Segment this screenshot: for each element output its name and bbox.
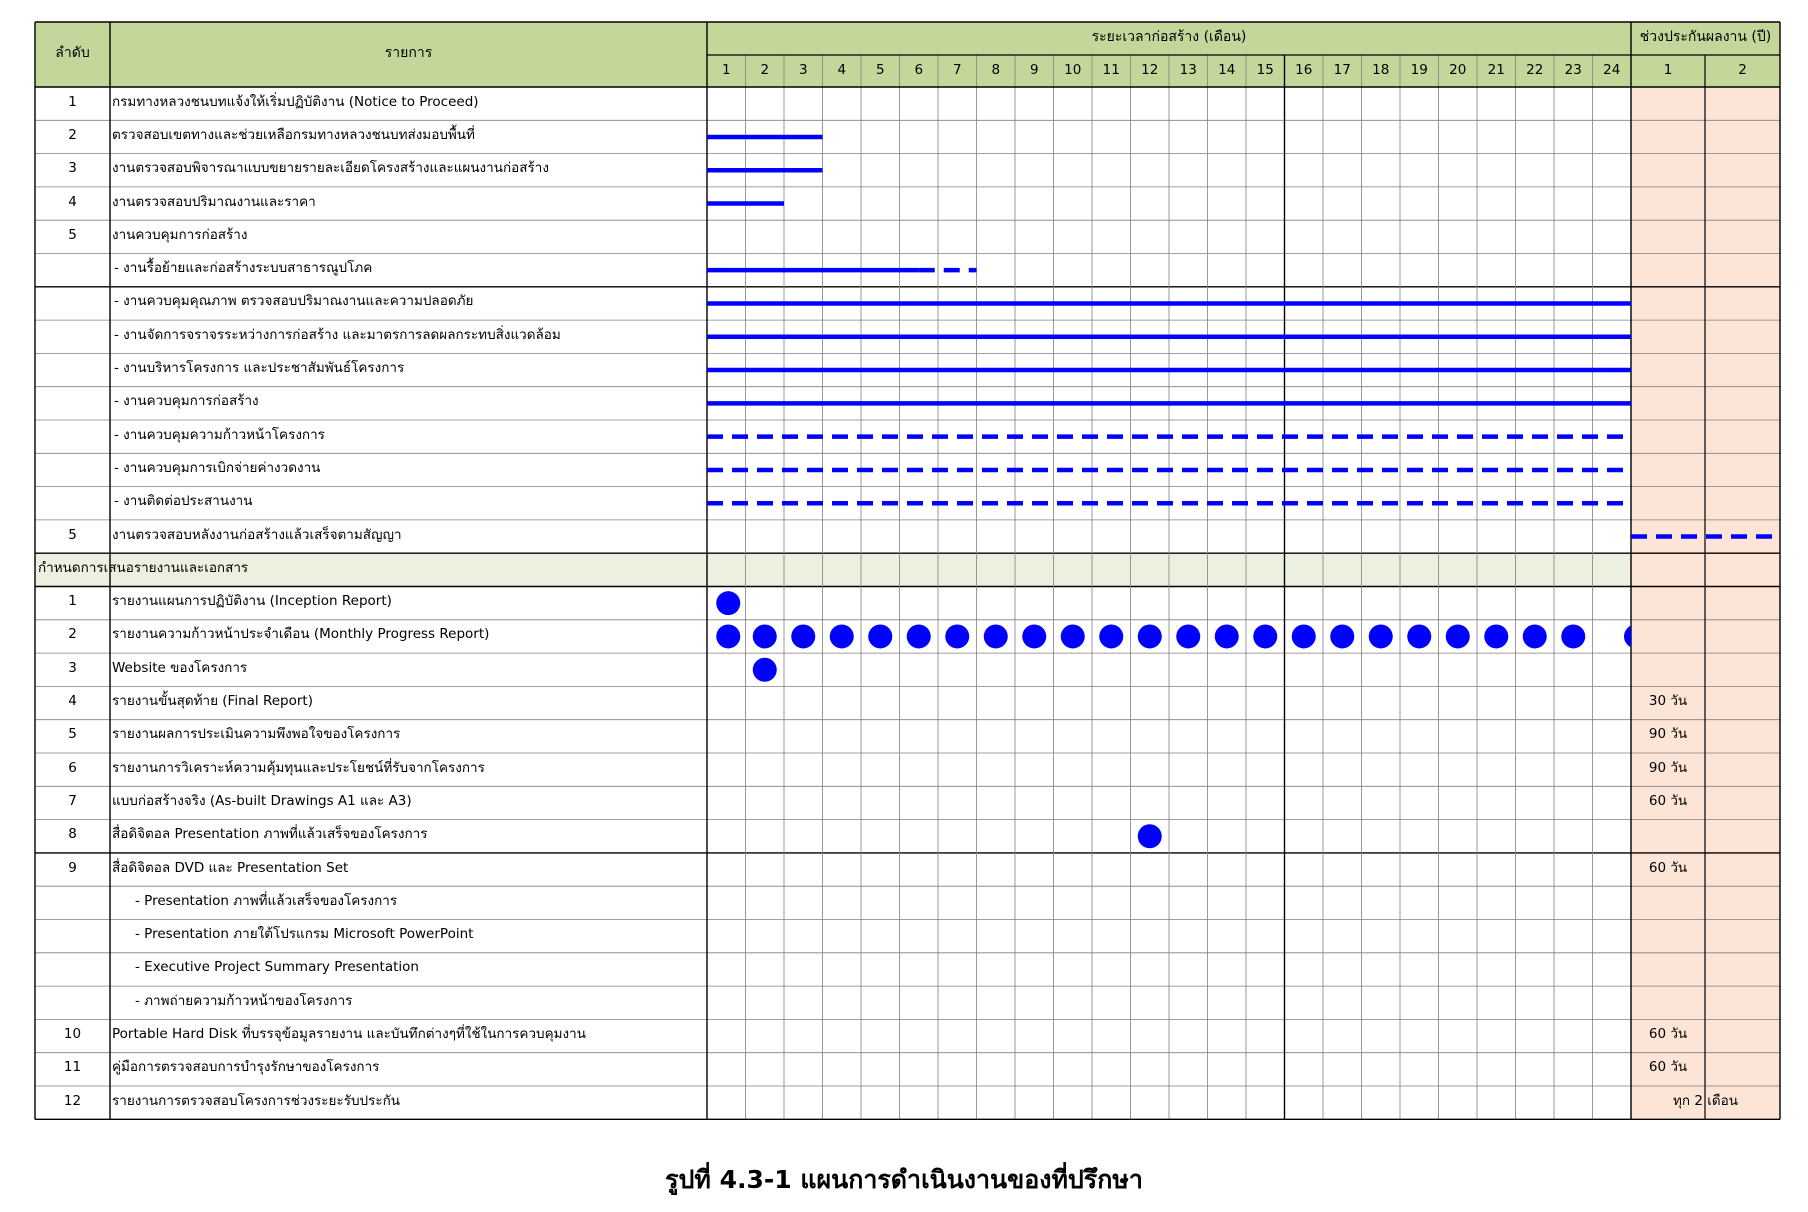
month-label: 11 [1102,62,1120,78]
warranty-year-label: 2 [1738,62,1747,78]
row-label: - งานจัดการจราจรระหว่างการก่อสร้าง และมาตรการลดผลกระทบสิ่งแวดล้อม [114,326,561,343]
milestone-dot [716,591,740,615]
row-number: 3 [68,160,77,177]
section-label: กำหนดการเสนอรายงานและเอกสาร [38,559,249,576]
row-number: 12 [63,1092,82,1109]
row-number: 3 [68,659,77,676]
month-label: 20 [1449,62,1467,78]
milestone-dot [984,624,1008,648]
row-label: รายงานความก้าวหน้าประจำเดือน (Monthly Progress Report) [112,626,490,643]
warranty-year-label: 1 [1663,62,1673,78]
row-number: 6 [68,759,77,776]
month-label: 2 [760,62,770,78]
row-label: งานตรวจสอบหลังงานก่อสร้างแล้วเสร็จตามสัญญา [112,526,402,543]
month-label: 16 [1295,62,1313,78]
milestone-dot [1369,624,1393,648]
month-label: 1 [721,62,731,78]
milestone-dot [791,624,815,648]
milestone-dot [753,624,777,648]
header-period: ระยะเวลาก่อสร้าง (เดือน) [1091,29,1247,45]
row-number: 7 [68,792,77,809]
month-label: 18 [1372,62,1390,78]
month-label: 23 [1564,62,1582,78]
row-label: กรมทางหลวงชนบทแจ้งให้เริ่มปฏิบัติงาน (Notice to Proceed) [112,93,479,110]
warranty-duration: 60 วัน [1648,1059,1688,1076]
row-label: - ภาพถ่ายความก้าวหน้าของโครงการ [135,992,353,1009]
milestone-dot [1407,624,1431,648]
row-label: คู่มือการตรวจสอบการบำรุงรักษาของโครงการ [112,1059,380,1076]
milestone-dot [945,624,969,648]
milestone-dot [907,624,931,648]
month-label: 15 [1256,62,1274,78]
warranty-duration: 60 วัน [1648,859,1688,876]
row-label: - Executive Project Summary Presentation [135,959,419,976]
row-number: 5 [68,726,77,743]
row-label: - งานควบคุมความก้าวหน้าโครงการ [114,426,325,443]
month-label: 8 [991,62,1001,78]
month-label: 21 [1487,62,1505,78]
row-number: 1 [68,93,77,110]
row-number: 11 [63,1059,82,1076]
row-label: รายงานแผนการปฏิบัติงาน (Inception Report) [112,593,392,610]
month-label: 14 [1218,62,1236,78]
milestone-dot [1330,624,1354,648]
month-label: 13 [1179,62,1197,78]
row-label: รายงานการตรวจสอบโครงการช่วงระยะรับประกัน [112,1092,400,1109]
month-label: 4 [837,62,847,78]
warranty-duration: 60 วัน [1648,1026,1688,1043]
month-label: 9 [1029,62,1039,78]
milestone-dot [1061,624,1085,648]
milestone-dot [1215,624,1239,648]
milestone-dot [1138,824,1162,848]
month-label: 7 [952,62,962,78]
milestone-dot [1446,624,1470,648]
row-label: - งานรื้อย้ายและก่อสร้างระบบสาธารณูปโภค [114,260,373,277]
month-label: 22 [1526,62,1544,78]
milestone-dot [1523,624,1547,648]
row-number: 9 [68,859,77,876]
month-label: 17 [1333,62,1351,78]
month-label: 19 [1410,62,1428,78]
row-label: งานตรวจสอบพิจารณาแบบขยายรายละเอียดโครงสร้างและแผนงานก่อสร้าง [112,160,549,177]
header-order: ลำดับ [55,45,90,61]
row-label: - งานควบคุมคุณภาพ ตรวจสอบปริมาณงานและความปลอดภัย [114,293,474,310]
milestone-dot [868,624,892,648]
row-label: งานตรวจสอบปริมาณงานและราคา [112,193,316,210]
header-warranty: ช่วงประกันผลงาน (ปี) [1639,29,1772,45]
row-label: แบบก่อสร้างจริง (As-built Drawings A1 และ A3) [112,792,412,809]
row-label: Website ของโครงการ [112,659,248,676]
row-label: รายงานผลการประเมินความพึงพอใจของโครงการ [112,726,401,743]
row-label: สื่อดิจิตอล Presentation ภาพที่แล้วเสร็จของโครงการ [112,826,428,843]
row-number: 4 [68,193,77,210]
row-label: งานควบคุมการก่อสร้าง [112,226,248,243]
month-label: 5 [875,62,885,78]
milestone-dot [1099,624,1123,648]
milestone-dot [1176,624,1200,648]
milestone-dot [1022,624,1046,648]
row-number: 2 [68,126,77,143]
warranty-duration: 60 วัน [1648,792,1688,809]
warranty-duration: 90 วัน [1648,726,1688,743]
row-label: - งานติดต่อประสานงาน [114,493,253,510]
row-label: - งานบริหารโครงการ และประชาสัมพันธ์โครงการ [114,360,405,377]
warranty-duration: 90 วัน [1648,759,1688,776]
row-label: - งานควบคุมการเบิกจ่ายค่างวดงาน [114,459,321,476]
month-label: 12 [1141,62,1159,78]
month-label: 10 [1064,62,1082,78]
milestone-dot [753,658,777,682]
row-number: 8 [68,826,77,843]
row-number: 10 [63,1026,82,1043]
row-label: - Presentation ภายใต้โปรแกรม Microsoft PowerPoint [135,926,474,943]
milestone-dot [1561,624,1585,648]
section-row-background [35,553,1631,586]
row-label: Portable Hard Disk ที่บรรจุข้อมูลรายงาน และบันทึกต่างๆที่ใช้ในการควบคุมงาน [112,1026,586,1043]
row-label: รายงานขั้นสุดท้าย (Final Report) [112,693,313,710]
row-label: - งานควบคุมการก่อสร้าง [114,393,259,410]
milestone-dot [1253,624,1277,648]
warranty-duration: ทุก 2 เดือน [1673,1092,1738,1109]
row-number: 4 [68,693,77,710]
milestone-dot [1292,624,1316,648]
header-item: รายการ [384,45,433,61]
milestone-dot [1484,624,1508,648]
row-label: - Presentation ภาพที่แล้วเสร็จของโครงการ [135,892,398,909]
milestone-dot [716,624,740,648]
row-number: 2 [68,626,77,643]
month-label: 3 [798,62,808,78]
row-label: ตรวจสอบเขตทางและช่วยเหลือกรมทางหลวงชนบทส่งมอบพื้นที่ [112,126,475,143]
figure-caption: รูปที่ 4.3-1 แผนการดำเนินงานของที่ปรึกษา [665,1165,1143,1194]
warranty-duration: 30 วัน [1648,693,1688,710]
row-number: 5 [68,226,77,243]
row-number: 5 [68,526,77,543]
milestone-dot [830,624,854,648]
month-label: 6 [914,62,924,78]
month-label: 24 [1603,62,1621,78]
row-label: สื่อดิจิตอล DVD และ Presentation Set [112,859,349,876]
row-label: รายงานการวิเคราะห์ความคุ้มทุนและประโยชน์ที่รับจากโครงการ [112,759,485,776]
milestone-dot [1138,624,1162,648]
row-number: 1 [68,593,77,610]
